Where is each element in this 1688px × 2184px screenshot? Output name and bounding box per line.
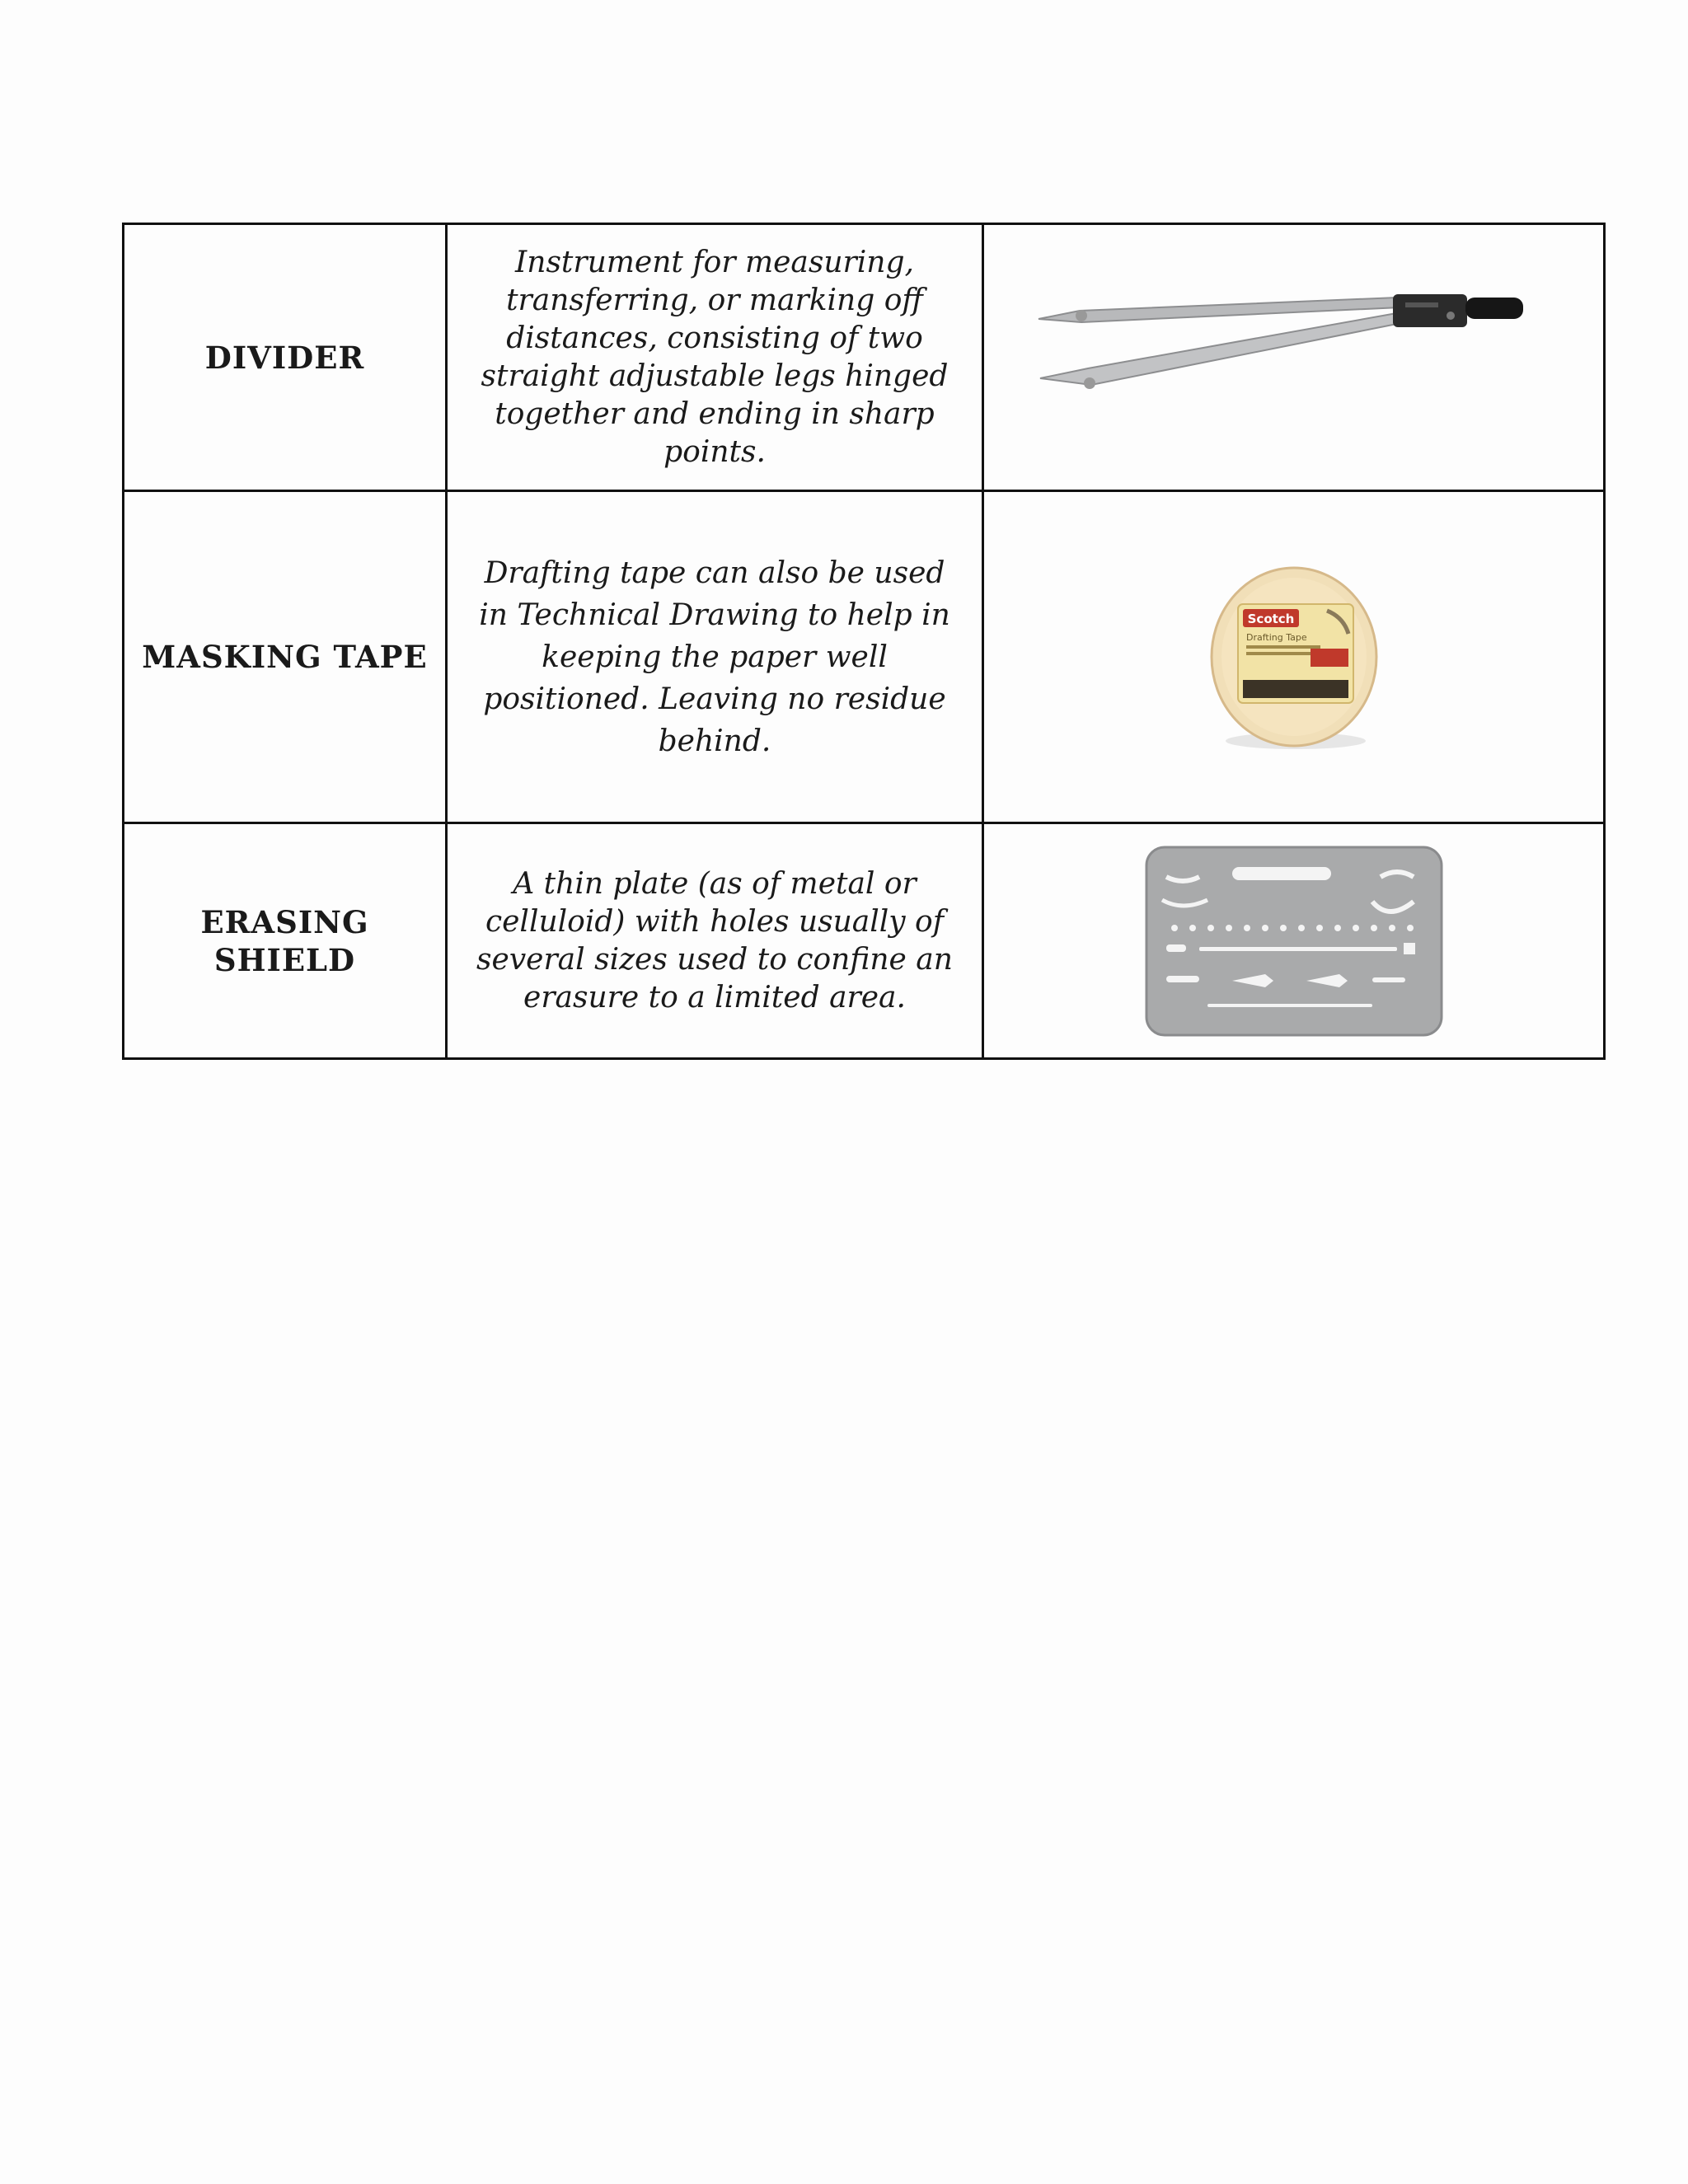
drafting-tools-table (122, 223, 1606, 1060)
tool-description: A thin plate (as of metal or celluloid) with holes usually of several sizes used to confine an erasure to a limited area. (476, 866, 953, 1015)
tool-name-cell (124, 491, 447, 823)
tool-description-cell (447, 823, 983, 1059)
tool-image-cell (983, 823, 1605, 1059)
package-text: Drafting Tape (1245, 632, 1307, 643)
tool-description: Drafting tape can also be used in Technical Drawing to help in keeping the paper well positioned. Leaving no residue behind. (479, 555, 950, 758)
tool-description-cell (447, 224, 983, 491)
masking-tape-roll-icon (1203, 558, 1385, 756)
tool-name-cell (124, 224, 447, 491)
tool-name-cell (124, 823, 447, 1059)
tool-name: MASKING TAPE (142, 639, 428, 675)
tool-name: DIVIDER (204, 339, 365, 376)
divider-instrument-icon (1030, 279, 1558, 436)
tool-image-cell (983, 491, 1605, 823)
table-row (124, 491, 1605, 823)
brand-label: Scotch (1247, 612, 1294, 626)
tool-image-cell (983, 224, 1605, 491)
table-row (124, 224, 1605, 491)
tool-description: Instrument for measuring, transferring, or marking off distances, consisting of two straight adjustable legs hinged together and ending in sharp points. (481, 245, 949, 469)
tool-description-cell (447, 491, 983, 823)
table-row (124, 823, 1605, 1059)
tool-name: ERASING SHIELD (200, 903, 369, 978)
erasing-shield-icon (1142, 842, 1447, 1040)
